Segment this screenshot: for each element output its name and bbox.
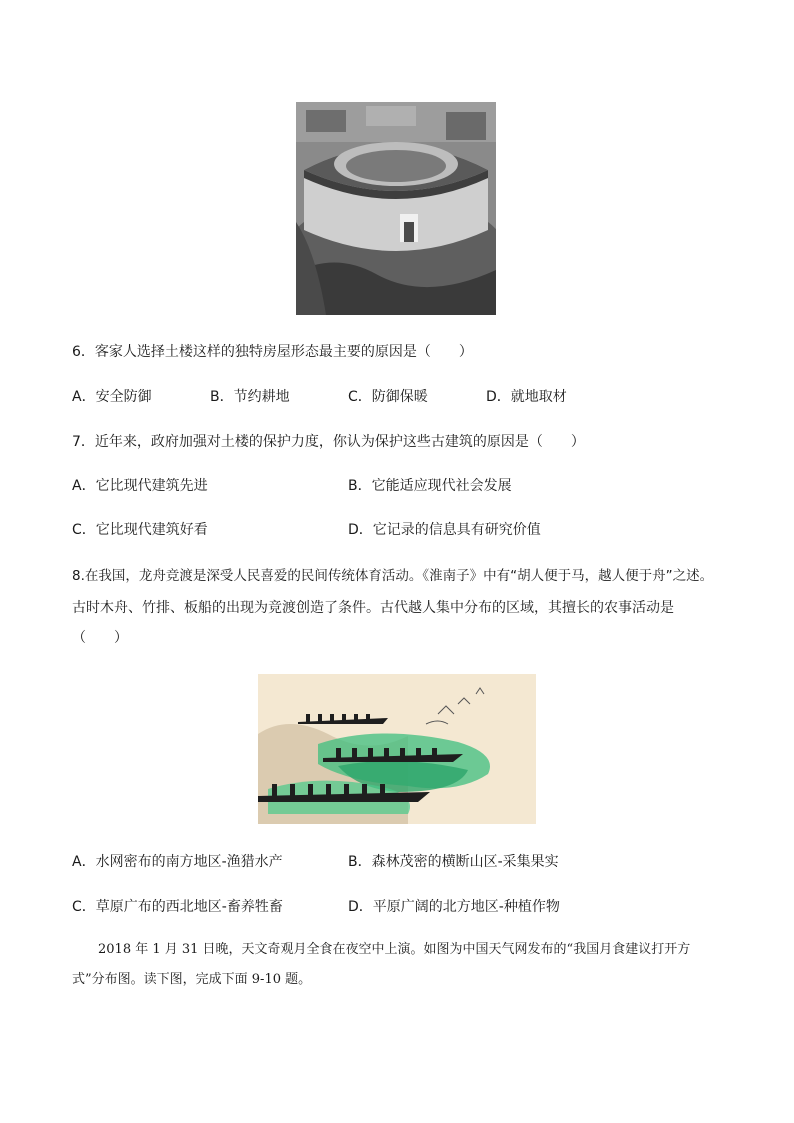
passage-line1: 2018 年 1 月 31 日晚，天文奇观月全食在夜空中上演。如图为中国天气网发布的“我国月食建议打开方 <box>98 942 691 957</box>
question-8-stem-line1: 8.在我国，龙舟竞渡是深受人民喜爱的民间传统体育活动。《淮南子》中有“胡人便于马，越人便于舟”之述。 <box>72 568 714 584</box>
q8-option-d[interactable]: D．平原广阔的北方地区-种植作物 <box>348 899 560 915</box>
tulou-photo <box>296 102 496 315</box>
question-8-stem-line2: 古时木舟、竹排、板船的出现为竞渡创造了条件。古代越人集中分布的区域，其擅长的农事活动是 <box>72 600 674 616</box>
q7-option-d[interactable]: D．它记录的信息具有研究价值 <box>348 522 541 538</box>
q8-option-c[interactable]: C．草原广布的西北地区-畜养牲畜 <box>72 899 283 915</box>
dragon-boat-illustration <box>258 674 536 824</box>
passage-line2: 式”分布图。读下图，完成下面 9-10 题。 <box>72 972 312 987</box>
question-8-stem-line3: （ ） <box>72 630 128 646</box>
q8-option-b[interactable]: B．森林茂密的横断山区-采集果实 <box>348 854 559 870</box>
q6-option-c[interactable]: C．防御保暖 <box>348 389 428 405</box>
question-7-stem: 7．近年来，政府加强对土楼的保护力度，你认为保护这些古建筑的原因是（ ） <box>72 434 585 450</box>
q6-option-d[interactable]: D．就地取材 <box>486 389 567 405</box>
q6-option-b[interactable]: B．节约耕地 <box>210 389 290 405</box>
q7-option-c[interactable]: C．它比现代建筑好看 <box>72 522 208 538</box>
q7-option-b[interactable]: B．它能适应现代社会发展 <box>348 478 512 494</box>
question-6-stem: 6．客家人选择土楼这样的独特房屋形态最主要的原因是（ ） <box>72 344 473 360</box>
q6-option-a[interactable]: A．安全防御 <box>72 389 152 405</box>
q8-option-a[interactable]: A．水网密布的南方地区-渔猎水产 <box>72 854 283 870</box>
q7-option-a[interactable]: A．它比现代建筑先进 <box>72 478 208 494</box>
